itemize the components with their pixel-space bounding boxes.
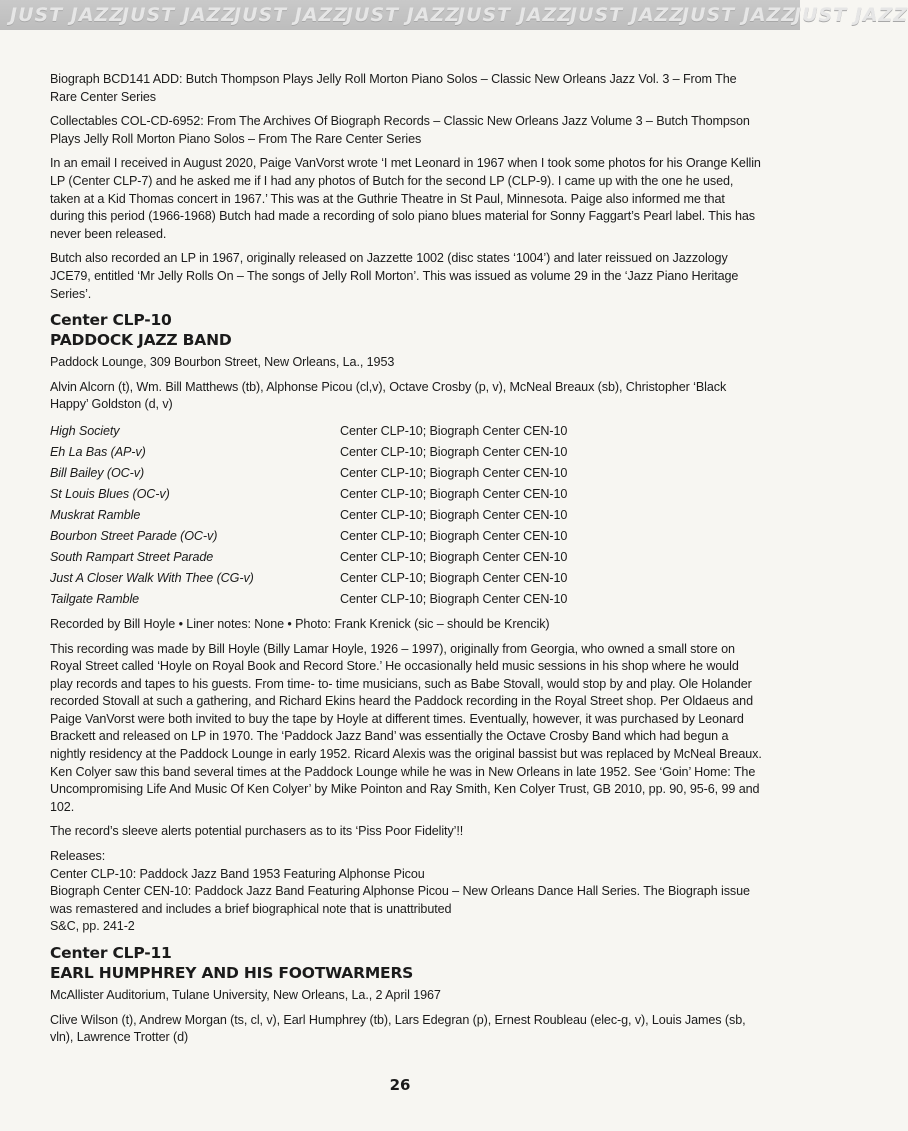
banner-word: JUST JAZZ (10, 4, 125, 26)
page-number: 26 (389, 1076, 411, 1094)
section-band-name: PADDOCK JAZZ BAND (50, 331, 232, 350)
intro-paragraph: Butch also recorded an LP in 1967, originally released on Jazzette 1002 (disc states ‘1004’) and later reissued on Jazzology JCE79, entitled ‘Mr Jelly Rolls On – The songs of Jelly Roll Morton’. This was issued as volume 29 in the ‘Jazz Piano Heritage Series’. (50, 251, 739, 301)
banner-word: JUST JAZZ (458, 4, 573, 26)
track-title: Bill Bailey (OC-v) (50, 465, 145, 480)
track-issue: Center CLP-10; Biograph Center CEN-10 (340, 528, 568, 543)
banner-word: JUST JAZZ (234, 4, 349, 26)
banner-word: JUST JAZZ (682, 4, 797, 26)
recording-credits: Recorded by Bill Hoyle • Liner notes: None • Photo: Frank Krenick (sic – should be Krencik) (50, 616, 550, 631)
track-issue: Center CLP-10; Biograph Center CEN-10 (340, 465, 568, 480)
intro-paragraph: Collectables COL-CD-6952: From The Archives Of Biograph Records – Classic New Orleans Jazz Volume 3 – Butch Thompson Plays Jelly Roll Morton Piano Solos – From The Rare Center Series (50, 114, 750, 146)
section-clp10 (50, 310, 762, 936)
section-band-name: EARL HUMPHREY AND HIS FOOTWARMERS (50, 964, 414, 982)
banner-word: JUST JAZZ (570, 4, 685, 26)
track-title: Tailgate Ramble (50, 591, 140, 606)
releases-label: Releases: (50, 849, 106, 864)
banner-word: JUST JAZZ (122, 4, 237, 26)
track-title: Bourbon Street Parade (OC-v) (50, 528, 218, 543)
track-row (50, 421, 762, 442)
session-venue: Paddock Lounge, 309 Bourbon Street, New Orleans, La., 1953 (50, 355, 395, 370)
source-reference: S&C, pp. 241-2 (50, 919, 135, 934)
track-issue: Center CLP-10; Biograph Center CEN-10 (340, 444, 568, 459)
session-personnel: Clive Wilson (t), Andrew Morgan (ts, cl, v), Earl Humphrey (tb), Lars Edegran (p), Ernest Roubleau (elec-g, v), Louis James (sb, vln), Lawrence Trotter (d) (50, 1012, 746, 1045)
track-issue: Center CLP-10; Biograph Center CEN-10 (340, 570, 568, 585)
track-row (50, 463, 762, 484)
track-title: St Louis Blues (OC-v) (50, 486, 170, 501)
track-row (50, 568, 762, 589)
header-banner (0, 0, 908, 30)
track-title: High Society (50, 423, 120, 438)
track-title: Eh La Bas (AP-v) (50, 444, 146, 459)
session-personnel: Alvin Alcorn (t), Wm. Bill Matthews (tb), Alphonse Picou (cl,v), Octave Crosby (p, v), McNeal Breaux (sb), Christopher ‘Black Happy’ Goldston (d, v) (50, 379, 727, 412)
track-issue: Center CLP-10; Biograph Center CEN-10 (340, 549, 568, 564)
section-catalog-number: Center CLP-11 (50, 944, 172, 962)
sleeve-note: The record’s sleeve alerts potential purchasers as to its ‘Piss Poor Fidelity’!! (50, 824, 464, 839)
track-issue: Center CLP-10; Biograph Center CEN-10 (340, 591, 568, 606)
intro-paragraph: Biograph BCD141 ADD: Butch Thompson Plays Jelly Roll Morton Piano Solos – Classic New Orleans Jazz Vol. 3 – From The Rare Center Series (50, 72, 737, 104)
section-clp11 (50, 943, 762, 1047)
track-row (50, 505, 762, 526)
track-title: Muskrat Ramble (50, 507, 141, 522)
track-issue: Center CLP-10; Biograph Center CEN-10 (340, 507, 568, 522)
banner-word: JUST JAZZ (346, 4, 461, 26)
track-title: South Rampart Street Parade (50, 549, 214, 564)
intro-paragraph: In an email I received in August 2020, Paige VanVorst wrote ‘I met Leonard in 1967 when I took some photos for his Orange Kellin LP (Center CLP-7) and he asked me if I had any photos of Butch for the second LP (CLP-9). I came up with the one he used, taken at a Kid Thomas concert in 1967.’ This was at the Guthrie Theatre in St Paul, Minnesota. Paige also informed me that during this period (1966-1968) Butch had made a recording of solo piano blues material for Sonny Faggart’s Pearl label. This has never been released. (50, 156, 761, 241)
release-entry: Biograph Center CEN-10: Paddock Jazz Band Featuring Alphonse Picou – New Orleans Dance Hall Series. The Biograph issue was remastered and includes a brief biographical note that is unattributed (50, 884, 750, 916)
section-catalog-number: Center CLP-10 (50, 311, 172, 330)
track-issue: Center CLP-10; Biograph Center CEN-10 (340, 486, 568, 501)
track-list (50, 421, 762, 610)
track-issue: Center CLP-10; Biograph Center CEN-10 (340, 423, 568, 438)
track-row (50, 442, 762, 463)
page-content (50, 71, 762, 1054)
release-entry: Center CLP-10: Paddock Jazz Band 1953 Featuring Alphonse Picou (50, 866, 425, 881)
track-title: Just A Closer Walk With Thee (CG-v) (50, 570, 254, 585)
history-paragraph: This recording was made by Bill Hoyle (Billy Lamar Hoyle, 1926 – 1997), originally from Georgia, who owned a small store on Royal Street called ‘Hoyle on Royal Book and Record Store.’ He occasionally held music sessions in his shop where he would play records and tapes to his guests. From time- to- time musicians, such as Babe Stovall, would stop by and play. Ole Holander recorded Stovall at such a gathering, and Richard Ekins heard the Paddock recording in the Royal Street shop. Per Oldaeus and Paige VanVorst were both invited to buy the tape by Hoyle at different times. Eventually, however, it was purchased by Leonard Brackett and released on LP in 1970. The ‘Paddock Jazz Band’ was essentially the Octave Crosby Band which had begun a nightly residency at the Paddock Lounge in early 1952. Ricard Alexis was the original bassist but was replaced by McNeal Breaux. Ken Colyer saw this band several times at the Paddock Lounge while he was in New Orleans in late 1952. See ‘Goin’ Home: The Uncompromising Life And Music Of Ken Colyer’ by Mike Pointon and Ray Smith, Ken Colyer Trust, GB 2010, pp. 90, 95-6, 99 and 102. (50, 641, 762, 814)
track-row (50, 526, 762, 547)
session-venue: McAllister Auditorium, Tulane University, New Orleans, La., 2 April 1967 (50, 988, 441, 1002)
track-row (50, 547, 762, 568)
track-row (50, 589, 762, 610)
track-row (50, 484, 762, 505)
banner-word: JUST JAZZ (794, 4, 908, 26)
